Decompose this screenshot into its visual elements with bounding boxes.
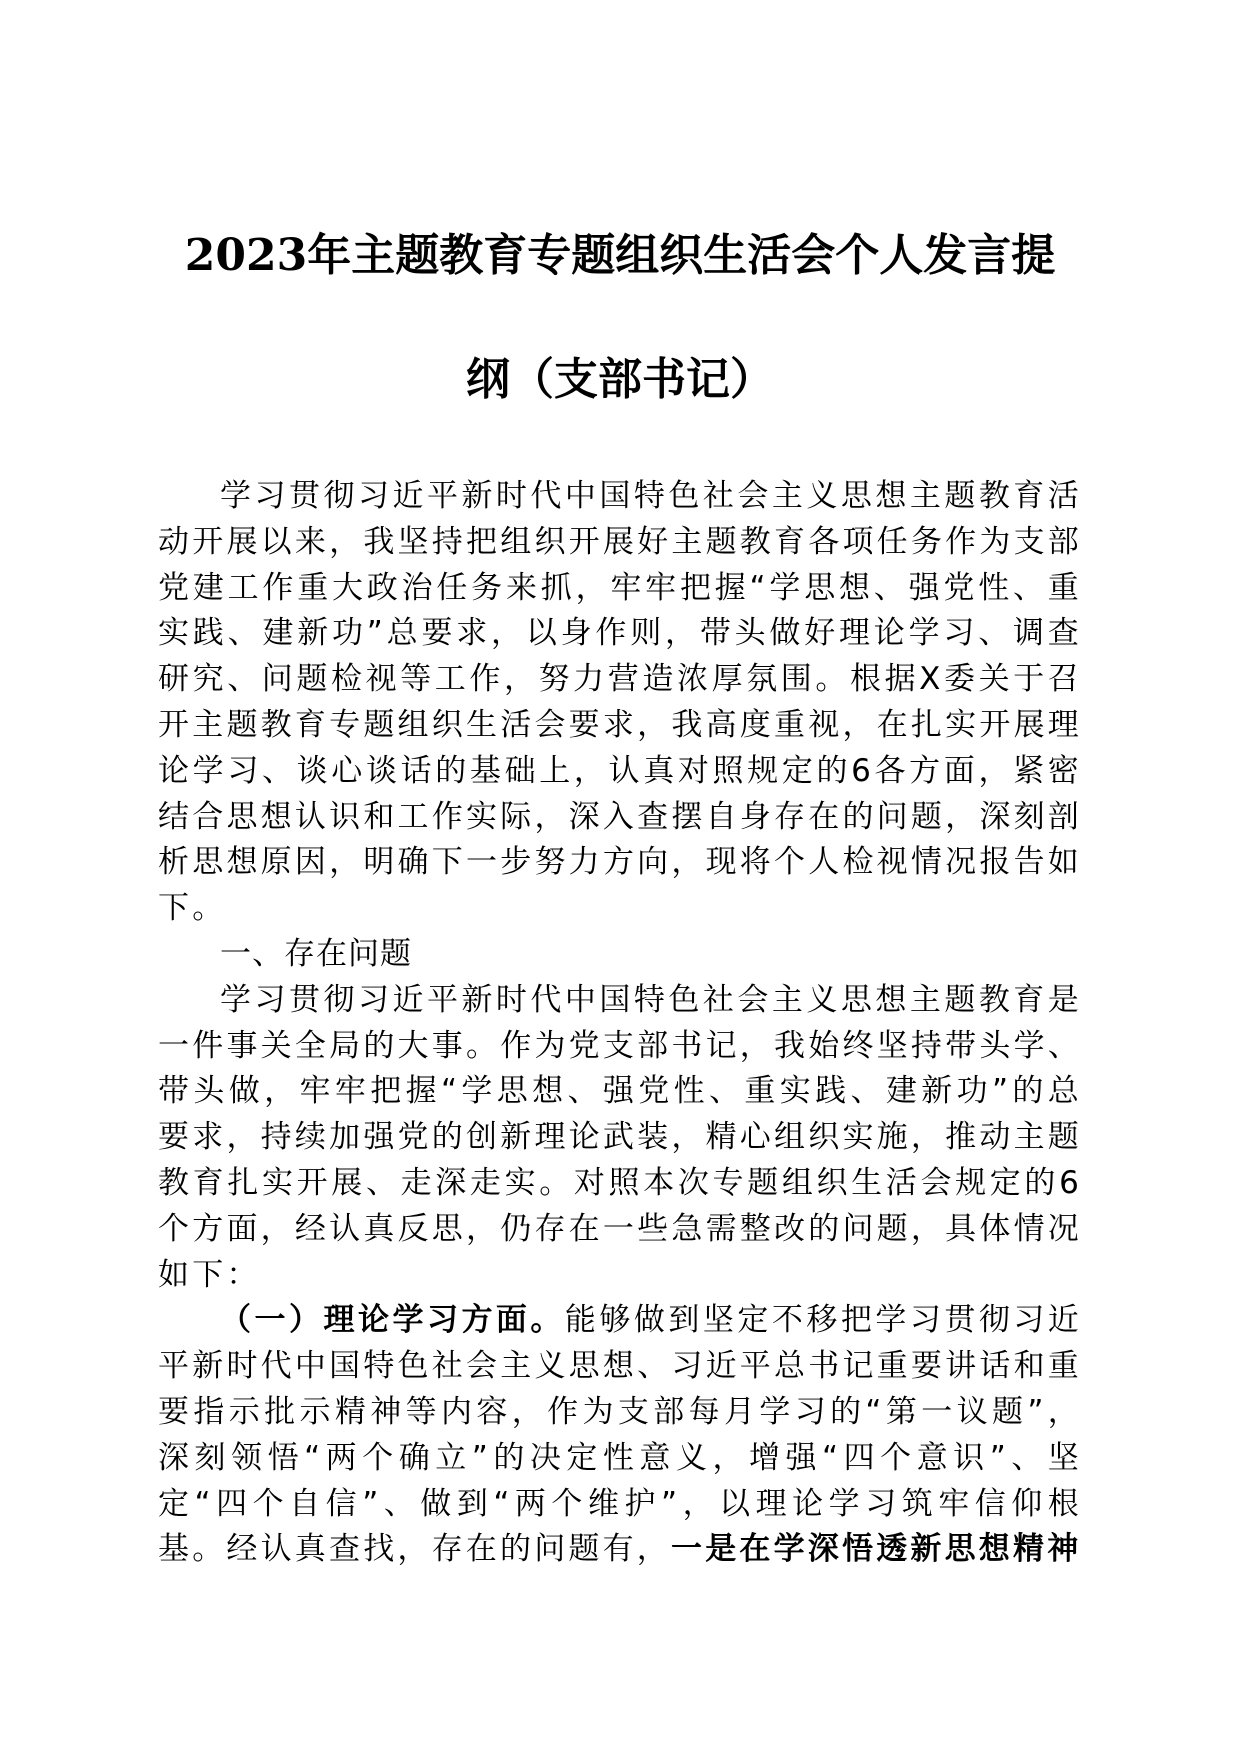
theory-study-emphasis: 一是在学深悟透新思想精神	[671, 1531, 1082, 1568]
problems-overview-paragraph: 学习贯彻习近平新时代中国特色社会主义思想主题教育是一件事关全局的大事。作为党支部书记，我始终坚持带头学、带头做，牢牢把握“学思想、强党性、重实践、建新功”的总要求，持续加强党的创新理论武装，精心组织实施，推动主题教育扎实开展、走深走实。对照本次专题组织生活会规定的6个方面，经认真反思，仍存在一些急需整改的问题，具体情况如下：	[158, 981, 1082, 1293]
theory-study-lead: （一）理论学习方面。	[220, 1302, 565, 1339]
theory-study-text: 能够做到坚定不移把学习贯彻习近平新时代中国特色社会主义思想、习近平总书记重要讲话和重要指示批示精神等内容，作为支部每月学习的“第一议题”，深刻领悟“两个确立”的决定性意义，增强“四个意识”、坚定“四个自信”、做到“两个维护”，以理论学习筑牢信仰根基。经认真查找，存在的问题有，	[158, 1302, 1083, 1568]
intro-paragraph: 学习贯彻习近平新时代中国特色社会主义思想主题教育活动开展以来，我坚持把组织开展好主题教育各项任务作为支部党建工作重大政治任务来抓，牢牢把握“学思想、强党性、重实践、建新功”总要求，以身作则，带头做好理论学习、调查研究、问题检视等工作，努力营造浓厚氛围。根据X委关于召开主题教育专题组织生活会要求，我高度重视，在扎实开展理论学习、谈心谈话的基础上，认真对照规定的6各方面，紧密结合思想认识和工作实际，深入查摆自身存在的问题，深刻剖析思想原因，明确下一步努力方向，现将个人检视情况报告如下。	[158, 478, 1082, 927]
document-title-line-1: 2023年主题教育专题组织生活会个人发言提	[184, 230, 1056, 281]
section-heading-problems: 一、存在问题	[220, 935, 412, 972]
document-title-line-2: 纲（支部书记）	[466, 354, 774, 405]
theory-study-paragraph	[158, 1298, 1082, 1573]
document-body	[158, 474, 1082, 1573]
